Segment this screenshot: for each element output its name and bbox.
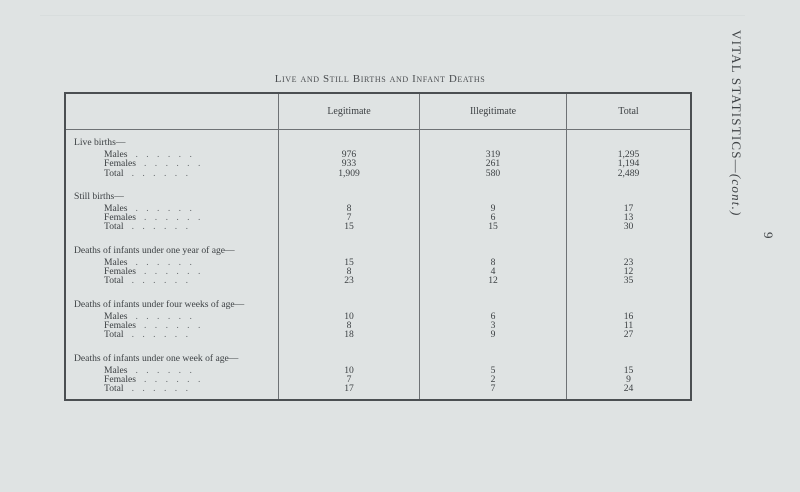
value-cell: 15 [420,222,567,237]
row-label: Total [104,275,124,287]
group-spacer-cell [420,346,567,366]
row-label: Males [104,364,128,376]
value-cell: 13 [567,213,692,222]
value-cell: 12 [567,267,692,276]
leader-dots: . . . . . . [135,256,195,268]
group-label: Still births— [74,191,124,203]
value-cell: 1,194 [567,159,692,168]
row-label-cell [65,276,279,291]
group-spacer-cell [279,184,420,204]
value-cell: 9 [567,375,692,384]
leader-dots: . . . . . . [131,221,191,233]
group-spacer-cell [420,292,567,312]
value-cell: 9 [420,330,567,345]
row-label: Males [104,256,128,268]
group-spacer-cell [420,130,567,151]
row-label: Males [104,149,128,160]
leader-dots: . . . . . . [135,202,195,214]
group-spacer-cell [420,184,567,204]
running-head-title: VITAL STATISTICS [729,30,744,160]
row-label: Total [104,329,124,341]
value-cell: 24 [567,384,692,400]
value-cell: 12 [420,276,567,291]
value-cell: 6 [420,312,567,321]
group-label: Live births— [74,137,126,149]
value-cell: 8 [279,204,420,213]
value-cell: 580 [420,169,567,184]
row-label-cell [65,384,279,400]
table-header-row [65,93,691,130]
table-body [65,130,691,401]
running-head-cont: (cont.) [729,173,744,217]
value-cell: 4 [420,267,567,276]
value-cell: 7 [279,375,420,384]
leader-dots: . . . . . . [143,266,204,278]
value-cell: 30 [567,222,692,237]
row-label: Females [104,266,136,278]
value-cell: 16 [567,312,692,321]
row-label: Females [104,319,136,331]
value-cell: 7 [279,213,420,222]
table-title [60,73,700,85]
leader-dots: . . . . . . [135,149,195,160]
group-spacer-cell [420,238,567,258]
value-cell: 10 [279,366,420,375]
value-cell: 1,295 [567,150,692,159]
leader-dots: . . . . . . [143,212,204,224]
table-row [65,169,691,184]
group-spacer-cell [279,346,420,366]
group-row [65,346,691,366]
group-spacer-cell [567,346,692,366]
group-spacer-cell [279,130,420,151]
value-cell: 35 [567,276,692,291]
group-label: Deaths of infants under one year of age— [74,245,235,257]
table-row [65,276,691,291]
row-label: Total [104,383,124,395]
value-cell: 7 [420,384,567,400]
group-spacer-cell [567,238,692,258]
value-cell: 8 [279,267,420,276]
value-cell: 17 [567,204,692,213]
leader-dots: . . . . . . [131,383,191,395]
value-cell: 15 [279,222,420,237]
value-cell: 261 [420,159,567,168]
leader-dots: . . . . . . [143,158,204,170]
group-row [65,130,691,151]
leader-dots: . . . . . . [135,310,195,322]
row-label: Total [104,221,124,233]
header-total: Total [567,93,692,130]
group-spacer-cell [567,130,692,151]
leader-dots: . . . . . . [131,275,191,287]
row-label-cell [65,330,279,345]
table-row [65,384,691,400]
row-label: Females [104,373,136,385]
header-illegitimate: Illegitimate [420,93,567,130]
value-cell: 10 [279,312,420,321]
value-cell: 933 [279,159,420,168]
group-spacer-cell [567,184,692,204]
value-cell: 18 [279,330,420,345]
group-spacer-cell [279,292,420,312]
value-cell: 5 [420,366,567,375]
value-cell: 11 [567,321,692,330]
header-blank [65,93,279,130]
value-cell: 17 [279,384,420,400]
value-cell: 8 [420,258,567,267]
group-label: Deaths of infants under one week of age— [74,352,239,364]
births-deaths-table [64,92,692,401]
table-row [65,222,691,237]
row-label: Males [104,202,128,214]
group-label: Deaths of infants under four weeks of age— [74,299,245,311]
group-row [65,184,691,204]
header-legitimate: Legitimate [279,93,420,130]
group-spacer-cell [567,292,692,312]
value-cell: 2 [420,375,567,384]
value-cell: 23 [567,258,692,267]
leader-dots: . . . . . . [131,167,191,179]
value-cell: 9 [420,204,567,213]
leader-dots: . . . . . . [143,373,204,385]
value-cell: 976 [279,150,420,159]
value-cell: 15 [567,366,692,375]
row-label-cell [65,222,279,237]
leader-dots: . . . . . . [143,319,204,331]
group-row [65,238,691,258]
running-head [728,30,768,430]
value-cell: 2,489 [567,169,692,184]
row-label: Total [104,167,124,179]
value-cell: 319 [420,150,567,159]
value-cell: 15 [279,258,420,267]
leader-dots: . . . . . . [131,329,191,341]
page-number: 9 [761,232,776,239]
group-row [65,292,691,312]
table-title-text: Live and Still Births and Infant Deaths [274,73,486,85]
table-row [65,330,691,345]
row-label: Females [104,158,136,170]
value-cell: 27 [567,330,692,345]
row-label: Females [104,212,136,224]
value-cell: 1,909 [279,169,420,184]
value-cell: 3 [420,321,567,330]
value-cell: 6 [420,213,567,222]
row-label: Males [104,310,128,322]
group-spacer-cell [279,238,420,258]
row-label-cell [65,169,279,184]
leader-dots: . . . . . . [135,364,195,376]
running-head-text: VITAL STATISTICS—(cont.) [729,30,744,217]
value-cell: 8 [279,321,420,330]
value-cell: 23 [279,276,420,291]
